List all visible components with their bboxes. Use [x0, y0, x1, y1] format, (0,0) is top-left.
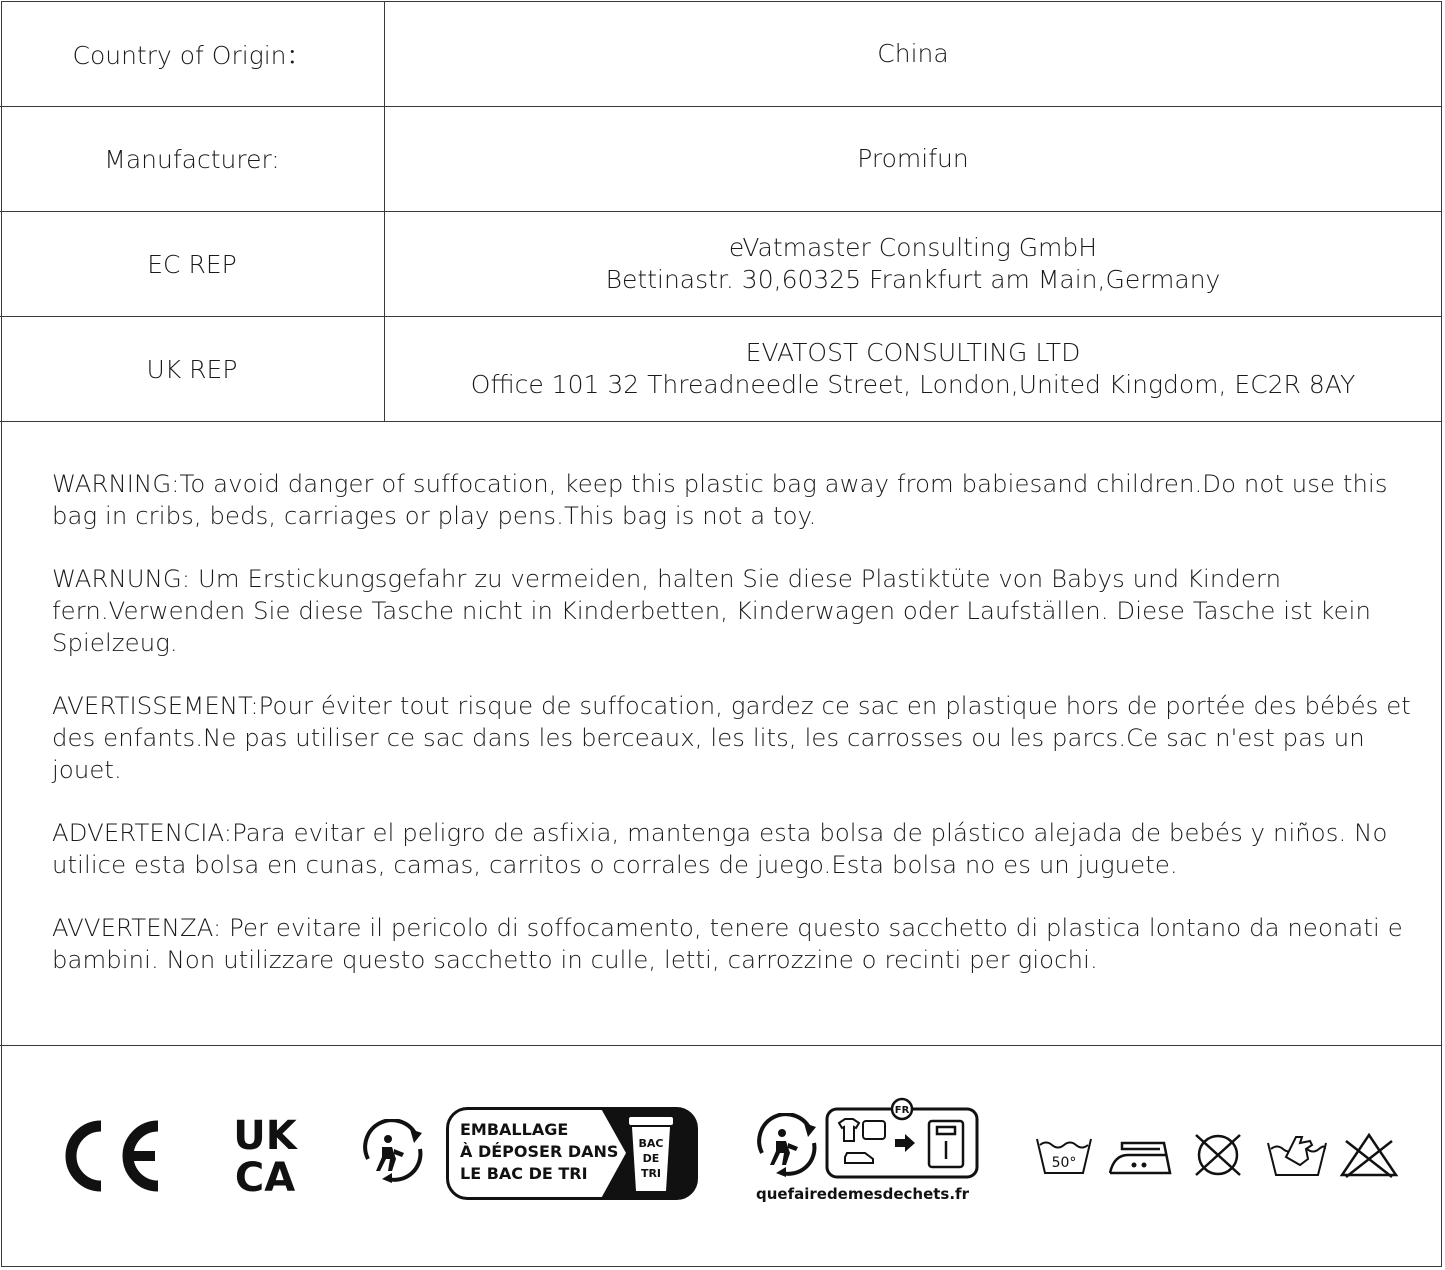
uk-rep-label: UK REP — [0, 317, 385, 421]
ukca-bottom-text: CA — [234, 1155, 296, 1195]
table-row-uk-rep — [0, 317, 1441, 422]
warning-fr: AVERTISSEMENT:Pour éviter tout risque de suffocation, gardez ce sac en plastique hors de portée des bébés et des enfants.Ne pas utiliser ce sac dans les berceaux, les lits, les carrosses ou les parcs.Ce sac n'est pas un jouet. — [52, 691, 1411, 784]
textile-recycling-box — [825, 1097, 980, 1181]
table-row-ec-rep — [0, 212, 1441, 317]
recycling-bin-icon — [629, 1117, 673, 1191]
triman-logo-2-icon — [752, 1113, 824, 1177]
sorting-info-box — [446, 1107, 700, 1201]
wash-50-icon — [1035, 1135, 1093, 1177]
fr-badge: FR — [894, 1105, 910, 1116]
ec-rep-name: eVatmaster Consulting GmbH — [728, 233, 1098, 262]
sorting-line-1: EMBALLAGE — [460, 1120, 569, 1139]
warning-de: WARNUNG: Um Erstickungsgefahr zu vermeiden, halten Sie diese Plastiktüte von Babys und Kindern fern.Verwenden Sie diese Tasche nicht in Kinderbetten, Kinderwagen oder Laufställen. Diese Tasche ist kein Spielzeug. — [52, 564, 1371, 657]
country-value-line: China — [877, 38, 949, 68]
ce-mark-icon — [55, 1120, 165, 1192]
ukca-top-text: UK — [233, 1115, 297, 1159]
manufacturer-value-line: Promifun — [857, 144, 969, 173]
do-not-dry-clean-icon — [1190, 1130, 1246, 1180]
warning-en: WARNING:To avoid danger of suffocation, keep this plastic bag away from babiesand children.Do not use this bag in cribs, beds, carriages or play pens.This bag is not a toy. — [52, 469, 1388, 530]
bin-label-1: BAC — [638, 1137, 664, 1150]
bin-label-3: TRI — [640, 1167, 662, 1180]
website-text: quefairedemesdechets.fr — [756, 1185, 969, 1203]
uk-rep-name: EVATOST CONSULTING LTD — [745, 338, 1081, 367]
table-row-country — [0, 1, 1441, 107]
sorting-line-3: LE BAC DE TRI — [460, 1164, 588, 1183]
website-label — [756, 1183, 981, 1205]
sorting-line-2: À DÉPOSER DANS — [460, 1142, 619, 1161]
wash-temp: 50° — [1051, 1155, 1077, 1171]
country-value — [385, 1, 1441, 106]
ec-rep-label: EC REP — [0, 212, 385, 316]
table-row-manufacturer — [0, 107, 1441, 212]
manufacturer-value — [385, 107, 1441, 211]
uk-rep-address: Office 101 32 Threadneedle Street, London,United Kingdom, EC2R 8AY — [470, 370, 1356, 399]
country-label: Country of Origin： — [0, 1, 385, 106]
uk-rep-value — [385, 317, 1441, 421]
warning-it: AVVERTENZA: Per evitare il pericolo di soffocamento, tenere questo sacchetto di plastica lontano da neonati e bambini. Non utilizzare questo sacchetto in culle, letti, carrozzine o recinti per giochi. — [52, 913, 1403, 974]
warnings-section — [52, 468, 1437, 1007]
do-not-bleach-icon — [1338, 1131, 1400, 1179]
warning-es: ADVERTENCIA:Para evitar el peligro de asfixia, mantenga esta bolsa de plástico alejada de bebés y niños. No utilice esta bolsa en cunas, camas, carritos o corrales de juego.Esta bolsa no es un juguete. — [52, 818, 1388, 879]
hand-wash-icon — [1266, 1129, 1328, 1179]
ec-rep-value — [385, 212, 1441, 316]
manufacturer-label: Manufacturer: — [0, 107, 385, 211]
bin-label-2: DE — [642, 1152, 660, 1165]
iron-icon — [1108, 1135, 1172, 1177]
ec-rep-address: Bettinastr. 30,60325 Frankfurt am Main,Germany — [605, 265, 1221, 294]
triman-logo-icon — [358, 1119, 430, 1183]
symbols-row — [0, 1045, 1441, 1265]
ukca-mark-icon — [225, 1115, 305, 1195]
